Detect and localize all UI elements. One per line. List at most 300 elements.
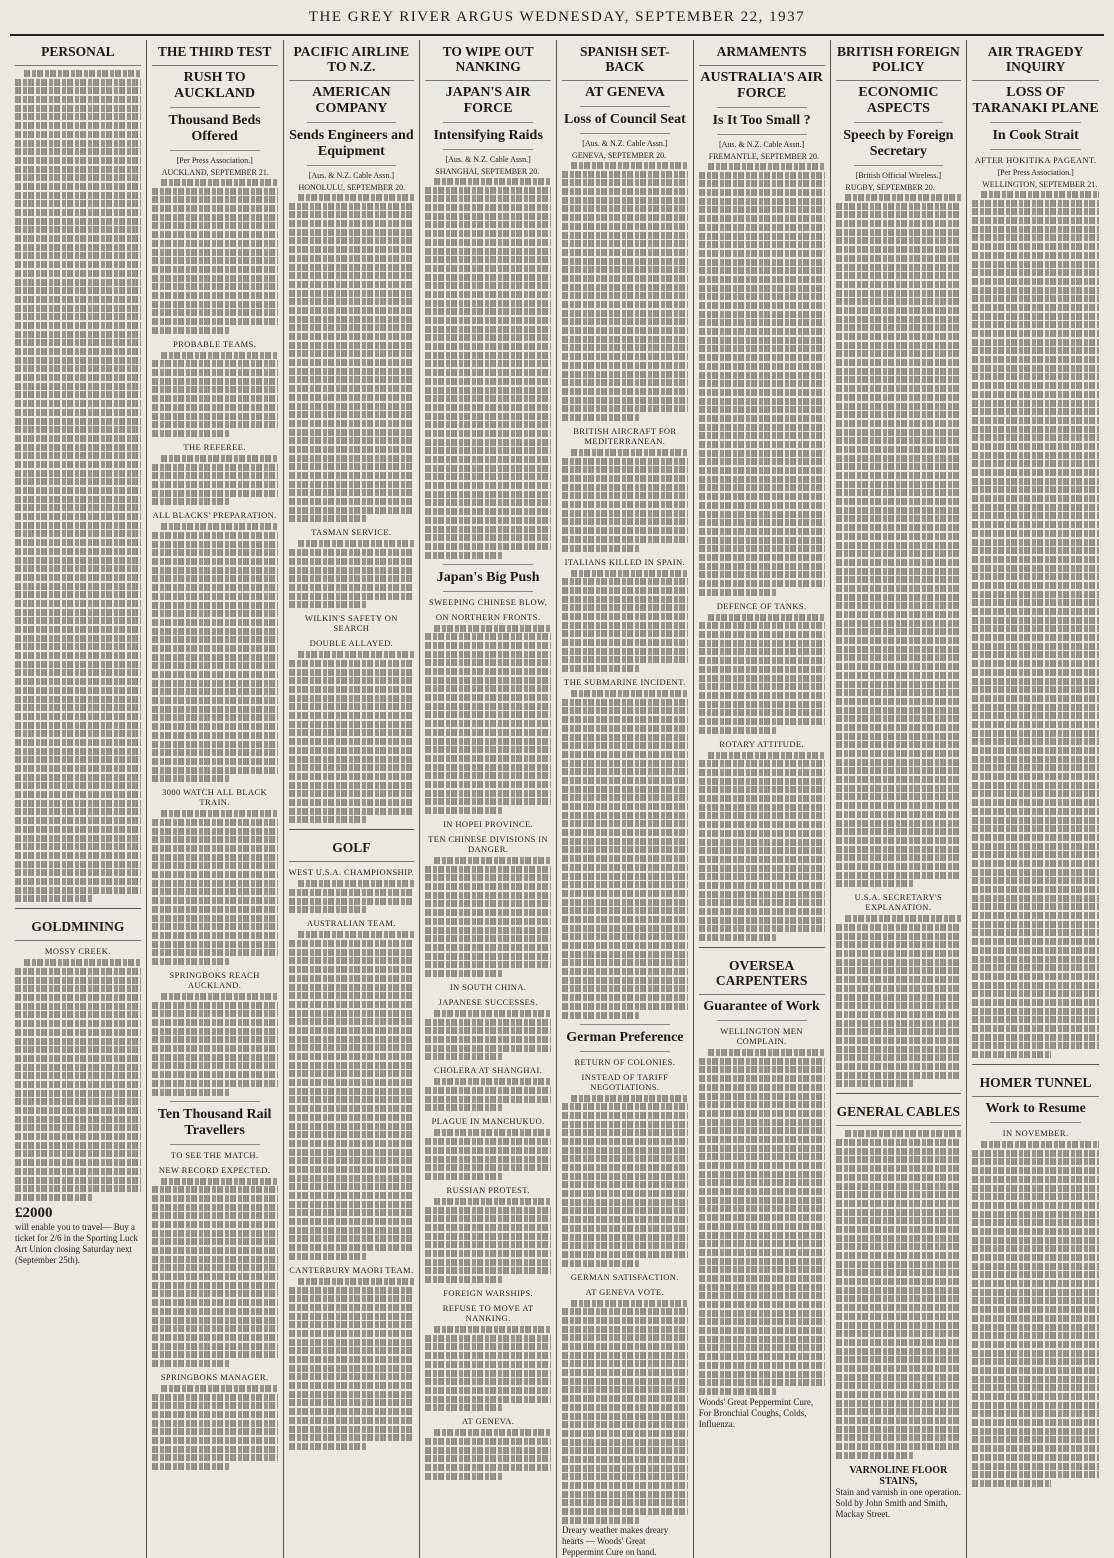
text-line [699,648,825,655]
text-line [836,1200,962,1207]
credit: [Per Press Association.] [997,168,1074,177]
text-line [699,545,825,552]
text-line [289,747,415,754]
text-line [289,368,415,375]
text-line [289,220,415,227]
dateline: RUGBY, SEPTEMBER 20. [845,183,935,192]
text-line [836,1295,962,1302]
text-line [24,70,141,77]
text-line [699,354,825,361]
text-line [152,1238,278,1245]
article-title: BRITISH FOREIGN POLICY [836,40,962,81]
section-head: TO SEE THE MATCH. [170,1149,259,1160]
text-line [15,652,141,659]
text-line [562,968,688,975]
text-line [425,1378,551,1385]
section-head: TEN CHINESE DIVISIONS IN DANGER. [428,834,549,854]
text-line [425,659,551,666]
text-line [152,481,278,488]
article-title: ARMAMENTS [699,40,825,66]
text-line [152,532,278,539]
text-line [972,651,1099,658]
text-line [15,557,141,564]
text-line [699,1188,825,1195]
section-head: U.S.A. SECRETARY'S EXPLANATION. [854,892,943,913]
text-line [972,252,1099,259]
text-line [152,949,278,956]
text-line [972,973,1099,980]
text-line [836,1174,962,1181]
text-line [152,1394,278,1401]
text-line [972,339,1099,346]
text-line [15,696,141,703]
text-line [836,568,962,575]
text-line [15,122,141,129]
article-body [425,1010,551,1060]
text-line [15,800,141,807]
divider [836,1093,962,1094]
text-line [289,601,367,608]
text-line [15,1090,141,1097]
text-line [161,810,278,817]
text-line [836,1426,962,1433]
text-line [562,725,688,732]
text-line [836,403,962,410]
text-line [15,261,141,268]
divider [990,1122,1081,1123]
text-line [836,237,962,244]
article-body [836,194,962,887]
text-line [562,855,688,862]
text-line [152,1402,278,1409]
column-personal [10,40,147,1558]
text-line [972,347,1099,354]
text-line [972,1315,1099,1322]
article-body [152,1178,278,1367]
text-line [836,542,962,549]
text-line [289,1192,415,1199]
text-line [699,1371,825,1378]
text-line [836,715,962,722]
text-line [289,298,415,305]
text-line [15,435,141,442]
text-line [562,1369,688,1376]
text-line [836,985,962,992]
text-line [562,768,688,775]
section-head: WEST U.S.A. CHAMPIONSHIP. [288,867,415,878]
text-line [425,195,551,202]
text-line [562,1465,688,1472]
text-line [836,1434,962,1441]
text-line [699,891,825,898]
text-line [289,1027,415,1034]
text-line [15,365,141,372]
section-head: REFUSE TO MOVE AT NANKING. [442,1303,534,1324]
text-line [425,499,551,506]
text-line [972,1471,1099,1478]
text-line [15,713,141,720]
text-line [425,1370,551,1377]
advertisement: Woods' Great Peppermint Cure, For Bronchial Coughs, Colds, Influenza. [698,1396,814,1429]
text-line [972,278,1099,285]
text-line [699,821,825,828]
text-line [972,912,1099,919]
text-line [699,511,825,518]
text-line [425,1027,551,1034]
text-line [708,1049,825,1056]
text-line [972,843,1099,850]
text-line [425,746,551,753]
text-line [972,1193,1099,1200]
credit: [Aus. & N.Z. Cable Assn.] [718,140,805,149]
text-line [562,942,688,949]
text-line [972,660,1099,667]
text-line [425,1233,551,1240]
text-line [836,620,962,627]
text-line [562,1234,688,1241]
text-line [836,1382,962,1389]
text-line [425,552,503,559]
text-line [562,829,688,836]
text-line [425,1259,551,1266]
ad-text: will enable you to travel— Buy a ticket for 2/6 in the Sporting Luck Art Union closing Saturday next (September 25th). [15,1221,138,1265]
text-line [972,1358,1099,1365]
text-line [152,378,278,385]
text-line [562,1003,688,1010]
text-line [289,816,367,823]
divider [443,149,533,150]
divider [580,133,670,134]
text-line [699,622,825,629]
text-line [981,1141,1099,1148]
text-line [425,883,551,890]
text-line [836,1037,962,1044]
text-line [425,517,551,524]
text-line [425,1045,551,1052]
text-line [289,1313,415,1320]
text-line [15,1011,141,1018]
text-line [152,1428,278,1435]
text-line [972,764,1099,771]
text-line [836,368,962,375]
text-line [15,461,141,468]
text-line [562,1260,640,1267]
text-line [699,380,825,387]
text-line [699,441,825,448]
text-line [972,938,1099,945]
headline: JAPAN'S AIR FORCE [445,85,531,116]
text-line [708,163,825,170]
text-line [972,747,1099,754]
text-line [699,1162,825,1169]
text-line [425,395,551,402]
divider [443,122,533,123]
text-line [289,984,415,991]
text-line [15,1003,141,1010]
text-line [15,574,141,581]
text-line [15,157,141,164]
text-line [836,1209,962,1216]
text-line [836,559,962,566]
text-line [699,1179,825,1186]
text-line [425,909,551,916]
text-line [425,711,551,718]
text-line [972,756,1099,763]
text-line [972,373,1099,380]
text-line [562,734,688,741]
text-line [836,1339,962,1346]
text-line [699,692,825,699]
text-line [562,1225,688,1232]
text-line [289,1399,415,1406]
text-line [699,675,825,682]
text-line [562,1430,688,1437]
section-head: DOUBLE ALLAYED. [309,638,394,649]
section-head: ROTARY ATTITUDE. [719,738,804,749]
section-head: PROBABLE TEAMS. [172,338,257,349]
text-line [15,426,141,433]
text-line [434,1326,551,1333]
text-line [972,790,1099,797]
text-line [15,600,141,607]
text-line [152,249,278,256]
text-line [152,610,278,617]
text-line [845,1130,962,1137]
text-line [562,353,688,360]
text-line [289,721,415,728]
text-line [425,334,551,341]
text-line [972,1263,1099,1270]
text-line [152,1282,278,1289]
text-line [425,213,551,220]
text-line [152,309,278,316]
text-line [289,992,415,999]
text-line [699,1353,825,1360]
section-head: DEFENCE OF TANKS. [716,600,807,611]
text-line [972,504,1099,511]
text-line [562,232,688,239]
text-line [836,828,962,835]
text-line [699,1327,825,1334]
text-line [836,1165,962,1172]
text-line [425,239,551,246]
text-line [289,1062,415,1069]
text-line [152,318,278,325]
column-armaments [694,40,831,1558]
text-line [15,357,141,364]
text-line [699,345,825,352]
text-line [152,327,230,334]
text-line [836,264,962,271]
section-head: RETURN OF COLONIES. [574,1056,676,1067]
text-line [289,481,415,488]
text-line [15,1142,141,1149]
text-line [425,798,551,805]
text-line [298,880,415,887]
text-line [972,556,1099,563]
text-line [15,348,141,355]
text-line [289,1339,415,1346]
subhead: Loss of Council Seat [564,112,686,127]
text-line [972,1150,1099,1157]
text-line [289,738,415,745]
text-line [425,1396,551,1403]
text-line [152,498,230,505]
text-line [571,570,688,577]
text-line [972,356,1099,363]
text-line [152,549,278,556]
text-line [972,1410,1099,1417]
text-line [425,274,551,281]
text-line [15,1177,141,1184]
section-head: CANTERBURY MAORI TEAM. [289,1264,414,1275]
text-line [15,765,141,772]
article-body [699,163,825,596]
section-head: GERMAN SATISFACTION. [570,1271,679,1282]
text-line [836,924,962,931]
text-line [289,1391,415,1398]
text-line [836,663,962,670]
text-line [562,890,688,897]
text-line [972,686,1099,693]
text-line [972,365,1099,372]
text-line [152,897,278,904]
text-line [562,1456,688,1463]
text-line [289,1018,415,1025]
article-body [562,690,688,1018]
dateline: HONOLULU, SEPTEMBER 20. [298,183,406,192]
text-line [562,545,640,552]
text-line [152,828,278,835]
text-line [972,269,1099,276]
text-line [425,633,551,640]
text-line [562,1360,688,1367]
text-line [289,782,415,789]
text-line [972,573,1099,580]
text-line [562,899,688,906]
text-line [836,550,962,557]
text-line [836,1330,962,1337]
dateline: AUCKLAND, SEPTEMBER 21. [161,168,269,177]
text-line [289,808,415,815]
text-line [972,1280,1099,1287]
text-line [289,281,415,288]
text-line [289,669,415,676]
text-line [152,871,278,878]
text-line [836,1046,962,1053]
article-body [152,179,278,334]
article-body [289,880,415,913]
text-line [289,246,415,253]
text-line [972,565,1099,572]
text-line [972,417,1099,424]
text-line [699,337,825,344]
section-head: BRITISH AIRCRAFT FOR MEDITERRANEAN. [573,425,677,446]
text-line [972,1324,1099,1331]
subhead: Is It Too Small ? [712,113,811,128]
text-line [152,575,278,582]
text-line [562,1207,688,1214]
text-line [699,657,825,664]
text-line [15,1046,141,1053]
text-line [15,722,141,729]
text-line [152,836,278,843]
text-line [836,507,962,514]
text-line [152,413,278,420]
text-line [699,1258,825,1265]
text-line [425,694,551,701]
text-line [836,1226,962,1233]
text-line [15,985,141,992]
text-line [836,707,962,714]
text-line [836,463,962,470]
text-line [15,565,141,572]
text-line [289,1373,415,1380]
text-line [15,270,141,277]
text-line [836,1374,962,1381]
text-line [836,1063,962,1070]
divider [854,165,944,166]
section-head: AT GENEVA VOTE. [585,1286,665,1297]
text-line [425,491,551,498]
text-line [699,1145,825,1152]
text-line [836,1028,962,1035]
text-line [15,756,141,763]
text-line [425,1343,551,1350]
text-line [699,1240,825,1247]
text-line [289,549,415,556]
text-line [699,1136,825,1143]
divider [170,1144,260,1145]
text-line [289,1443,367,1450]
text-line [699,1171,825,1178]
text-line [562,820,688,827]
text-line [15,895,93,902]
text-line [425,1173,503,1180]
text-line [289,394,415,401]
divider [15,908,141,909]
text-line [699,241,825,248]
text-line [425,781,551,788]
text-line [699,406,825,413]
text-line [836,767,962,774]
text-line [15,678,141,685]
text-line [152,619,278,626]
text-line [152,845,278,852]
text-line [15,1055,141,1062]
text-line [152,360,278,367]
text-line [15,313,141,320]
divider [699,947,825,948]
text-line [836,933,962,940]
text-line [425,892,551,899]
text-line [836,1452,914,1459]
text-line [15,774,141,781]
text-line [972,773,1099,780]
article-title: GENERAL CABLES [836,1100,962,1126]
text-line [972,695,1099,702]
text-line [562,1155,688,1162]
text-line [425,772,551,779]
article-title: OVERSEA CARPENTERS [699,954,825,995]
text-line [699,1084,825,1091]
text-line [699,683,825,690]
text-line [699,1379,825,1386]
text-line [15,183,141,190]
text-line [152,1273,278,1280]
text-line [15,869,141,876]
text-line [699,925,825,932]
